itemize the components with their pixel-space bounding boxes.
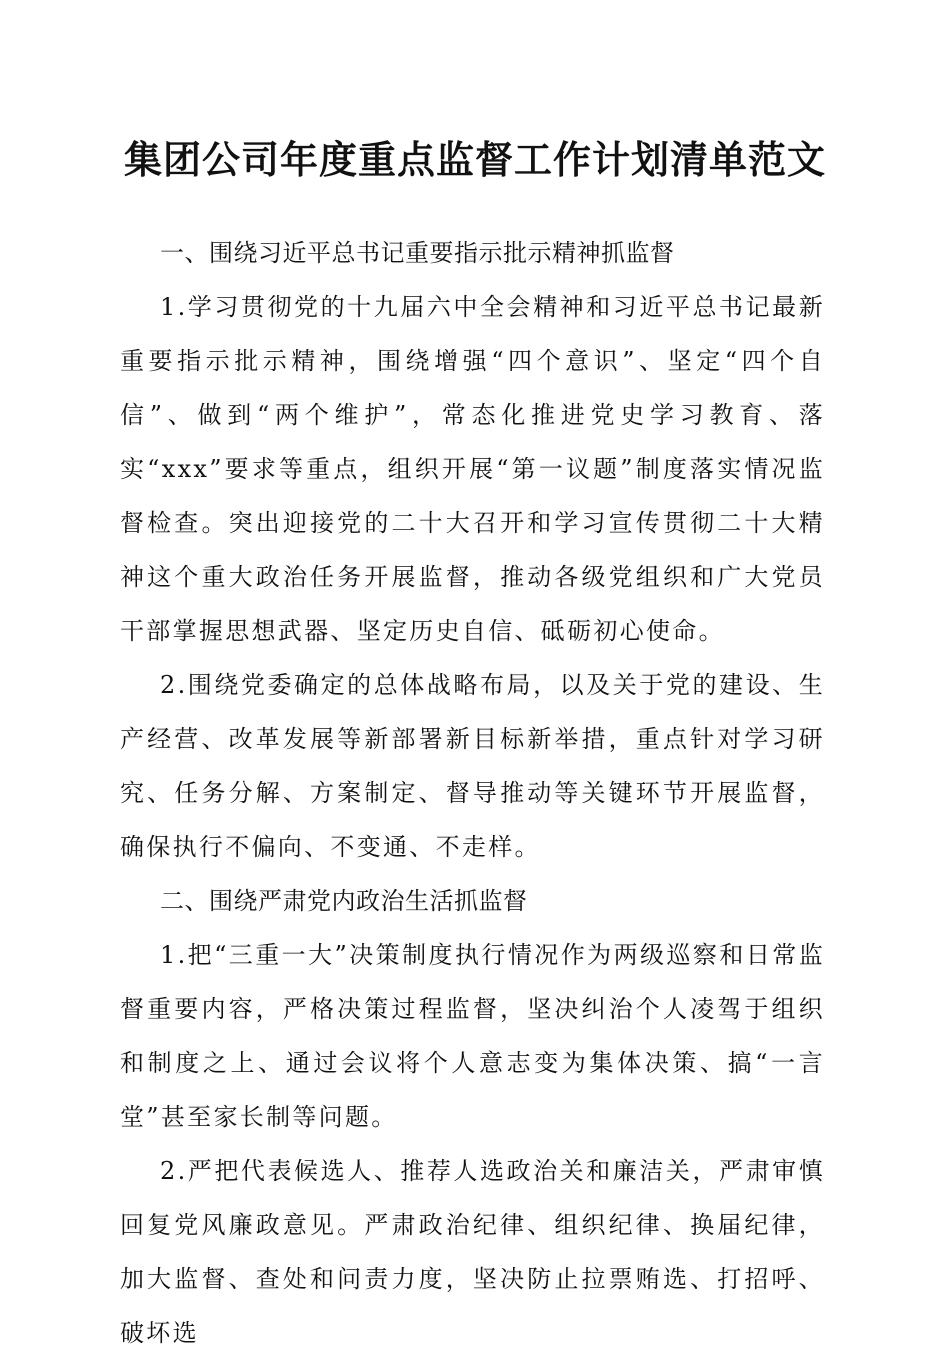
paragraph: 2.严把代表候选人、推荐人选政治关和廉洁关，严肃审慎回复党风廉政意见。严肃政治纪律、组织纪律、换届纪律，加大监督、查处和问责力度，坚决防止拉票贿选、打招呼、破坏选 (120, 1157, 825, 1347)
paragraph: 1.学习贯彻党的十九届六中全会精神和习近平总书记最新重要指示批示精神，围绕增强“四个意识”、坚定“四个自信”、做到“两个维护”，常态化推进党史学习教育、落实“xxx”要求等重点，组织开展“第一议题”制度落实情况监督检查。突出迎接党的二十大召开和学习宣传贯彻二十大精神这个重大政治任务开展监督，推动各级党组织和广大党员干部掌握思想武器、坚定历史自信、砥砺初心使命。 (120, 293, 825, 645)
section-heading: 二、围绕严肃党内政治生活抓监督 (160, 887, 528, 915)
document-title: 集团公司年度重点监督工作计划清单范文 (123, 137, 826, 182)
section-heading: 一、围绕习近平总书记重要指示批示精神抓监督 (160, 239, 675, 267)
paragraph: 2.围绕党委确定的总体战略布局，以及关于党的建设、生产经营、改革发展等新部署新目标新举措，重点针对学习研究、任务分解、方案制定、督导推动等关键环节开展监督，确保执行不偏向、不变通、不走样。 (120, 671, 825, 861)
paragraph: 1.把“三重一大”决策制度执行情况作为两级巡察和日常监督重要内容，严格决策过程监督，坚决纠治个人凌驾于组织和制度之上、通过会议将个人意志变为集体决策、搞“一言堂”甚至家长制等问题。 (120, 941, 825, 1131)
document-body (120, 226, 825, 1360)
